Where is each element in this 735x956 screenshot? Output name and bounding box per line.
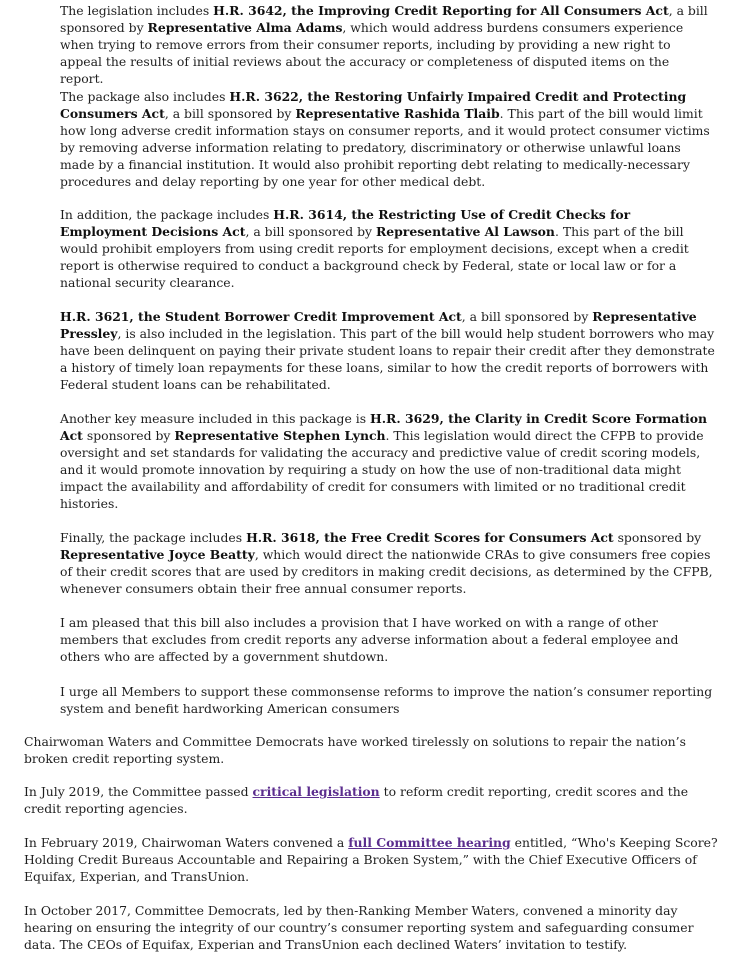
text: Another key measure included in this package is xyxy=(60,411,371,426)
sponsor-name: Representative Alma Adams xyxy=(147,20,343,35)
paragraph-closing-urge: I urge all Members to support these commonsense reforms to improve the nation’s consumer reporting system and benefit hardworking American consumers xyxy=(60,684,713,716)
text: , a bill sponsored by xyxy=(164,106,296,121)
text: , a bill sponsored by xyxy=(461,309,593,324)
paragraph-background-intro: Chairwoman Waters and Committee Democrats have worked tirelessly on solutions to repair the nation’s broken credit reporting system. xyxy=(24,734,686,766)
text: In July 2019, the Committee passed xyxy=(24,784,253,799)
text: Finally, the package includes xyxy=(60,530,247,545)
text: entitled, “Who's Keeping Score? Holding Credit Bureaus Accountable and Repairing a Broken System,” with the Chief Executive Officers of Equifax, Experian, and TransUnion. xyxy=(24,835,718,884)
text: , which would direct the nationwide CRAs to give consumers free copies of their credit scores that are used by creditors in making credit decisions, as determined by the CFPB, whenever consumers obtain their free annual consumer reports. xyxy=(60,547,713,596)
text: sponsored by xyxy=(82,428,175,443)
bill-title: H.R. 3614, the Restricting Use of Credit Checks for Employment Decisions Act xyxy=(60,207,631,239)
sponsor-name: Representative Rashida Tlaib xyxy=(295,106,500,121)
text: sponsored by xyxy=(613,530,702,545)
paragraph-hr3614 xyxy=(60,206,716,291)
paragraph-hr3621 xyxy=(60,308,716,393)
paragraph-hr3629 xyxy=(60,410,716,512)
bill-title: H.R. 3618, the Free Credit Scores for Consumers Act xyxy=(246,530,614,545)
bill-title: H.R. 3642, the Improving Credit Reporting for All Consumers Act xyxy=(213,3,669,18)
sponsor-name: Representative Stephen Lynch xyxy=(174,428,386,443)
critical-legislation-link[interactable]: critical legislation xyxy=(252,784,380,799)
paragraph-hr3622 xyxy=(60,88,716,190)
paragraph-july-2019 xyxy=(24,783,724,817)
text: . This part of the bill would prohibit employers from using credit reports for employment decisions, except when a credit report is otherwise required to conduct a background check by Federal, state or local law or for a national security clearance. xyxy=(60,224,689,290)
text: , which would address burdens consumers experience when trying to remove errors from their consumer reports, including by providing a new right to appeal the results of initial reviews about the accuracy or completeness of disputed items on the report. xyxy=(60,20,684,86)
sponsor-name: Representative Joyce Beatty xyxy=(60,547,255,562)
sponsor-name: Representative Al Lawson xyxy=(375,224,555,239)
paragraph-hr3618 xyxy=(60,529,716,597)
text: . This legislation would direct the CFPB to provide oversight and set standards for validating the accuracy and predictive value of credit scoring models, and it would promote innovation by requiring a study on how the use of non-traditional data might impact the availability and affordability of credit for consumers with limited or no traditional credit histories. xyxy=(60,428,704,511)
text: The package also includes xyxy=(60,89,230,104)
text: In February 2019, Chairwoman Waters convened a xyxy=(24,835,349,850)
paragraph-february-2019 xyxy=(24,834,724,885)
paragraph-hr3642 xyxy=(60,2,716,87)
text: , is also included in the legislation. This part of the bill would help student borrowers who may have been delinquent on paying their private student loans to repair their credit after they demonstrate a history of timely loan repayments for these loans, similar to how the credit reports of borrowers with Federal student loans can be rehabilitated. xyxy=(60,326,715,392)
text: In addition, the package includes xyxy=(60,207,274,222)
text: to reform credit reporting, credit scores and the credit reporting agencies. xyxy=(24,784,689,816)
text: , a bill sponsored by xyxy=(245,224,376,239)
sponsor-name: Representative Pressley xyxy=(60,309,697,341)
paragraph-october-2017: In October 2017, Committee Democrats, led by then-Ranking Member Waters, convened a minority day hearing on ensuring the integrity of our country’s consumer reporting system and safeguarding consumer data. The CEOs of Equifax, Experian and TransUnion each declined Waters’ invitation to testify. xyxy=(24,903,694,952)
bill-title: H.R. 3622, the Restoring Unfairly Impaired Credit and Protecting Consumers Act xyxy=(60,89,687,121)
text: The legislation includes xyxy=(60,3,214,18)
text: , a bill sponsored by xyxy=(60,3,708,35)
paragraph-shutdown-provision: I am pleased that this bill also includes a provision that I have worked on with a range of other members that excludes from credit reports any adverse information about a federal employee and others who are affected by a government shutdown. xyxy=(60,615,679,664)
text: . This part of the bill would limit how long adverse credit information stays on consumer reports, and it would protect consumer victims by removing adverse information relating to predatory, discriminatory or otherwise unlawful loans made by a financial institution. It would also prohibit reporting debt relating to medically-necessary procedures and delay reporting by one year for other medical debt. xyxy=(60,106,710,189)
bill-title: H.R. 3621, the Student Borrower Credit Improvement Act xyxy=(60,309,462,324)
full-committee-hearing-link[interactable]: full Committee hearing xyxy=(348,835,511,850)
bill-title: H.R. 3629, the Clarity in Credit Score Formation Act xyxy=(60,411,708,443)
